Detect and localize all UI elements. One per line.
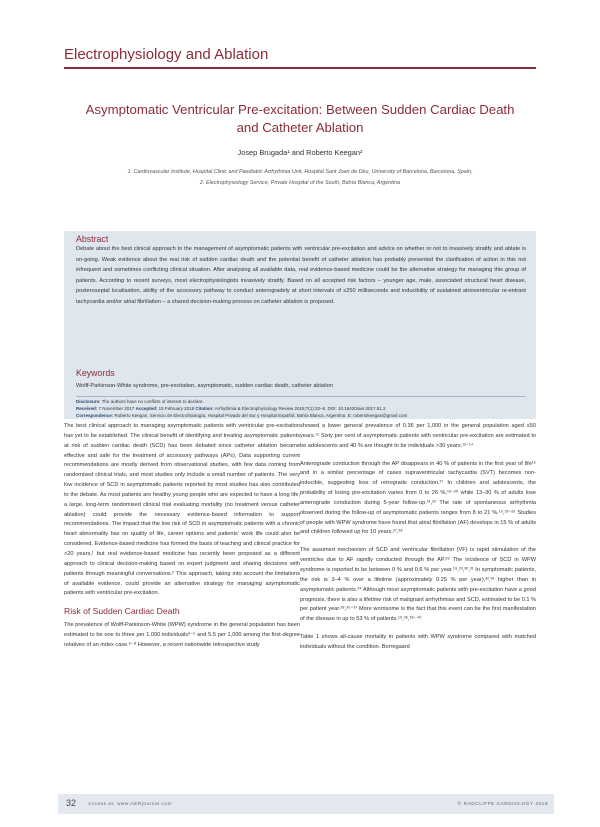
page-number: 32	[66, 798, 77, 808]
body-paragraph: The prevalence of Wolff-Parkinson-White (WPW) syndrome in the general population has been estimated to be one to three per 1,000 individuals³⁻⁵ and 5.5 per 1,000 among the first-degree relatives of an index case.⁶⁻⁸ However, a recent nationwide retrospective study	[64, 622, 300, 648]
affiliations	[70, 167, 530, 189]
accepted-date: 15 February 2018	[158, 406, 195, 411]
subheading-risk-scd: Risk of Sudden Cardiac Death	[64, 606, 180, 617]
body-paragraph: showed a lower general prevalence of 0.36 per 1,000 in the general population aged ≤50 years.¹¹ Sixty per cent of asymptomatic patients with ventricular pre-excitation are estimated to be adolescents and 40 % are thought to be individuals >30 years.¹²⁻¹⁴	[300, 423, 536, 449]
meta-divider	[76, 396, 526, 397]
abstract-heading: Abstract	[76, 234, 109, 244]
abstract-text: Debate about the best clinical approach to the management of asymptomatic patients with ventricular pre-excitation and advice on whether or not to invasively stratify and ablate is on-going. Weak evidence about the real risk of sudden cardiac death and the potential benefit of catheter ablation has probably prevented the clarification of action in this not infrequent and sometimes conflicting clinical situation. After analysing all available data, real evidence-based medicine could be the alternative strategy for managing this group of patients. According to recent surveys, most electrophysiologists invasively stratify. Based on all accepted risk factors – younger age, male, associated structural heart disease, posteroseptal localisation, ability of the accessory pathway to conduct anterogradely at short intervals of ≤250 milliseconds and inducibility of sustained atrioventricular re-entrant tachycardia and/or atrial fibrillation – a shared decision-making process on catheter ablation is proposed.	[76, 246, 526, 305]
body-paragraph: Anterograde conduction through the AP disappears in 40 % of patients in the first year of life¹⁵ and in a similar percentage of cases supraventricular tachycardia (SVT) becomes non-inducible, suggesting loss of retrograde conduction.¹⁷ In children and adolescents, the probability of losing pre-excitation varies from 0 to 26 %,¹⁸⁻²⁰ while 13–30 % of adults lose anterograde conduction during 5-year follow-up.²¹,²² The rate of spontaneous arrhythmia observed during the follow-up of asymptomatic patients ranges from 8 to 21 %.¹⁹,²³⁻²⁶ Studies of people with WPW syndrome have found that atrial fibrillation (AF) develops in 15 % of adults and children followed up for 10 years.²⁷,²⁸	[300, 460, 536, 536]
body-paragraph: The best clinical approach to managing asymptomatic patients with ventricular pre-excitation has yet to be established. The clinical benefit of identifying and treating asymptomatic patients at risk of sudden cardiac death (SCD) has been debated since catheter ablation became effective and safe for the treatment of accessory pathways (APs). Data supporting current recommendations are mostly derived from observational studies, with few data coming from randomised clinical trials, and most studies only include a small number of patients. The very low incidence of SCD in asymptomatic patients reported by most studies has also contributed to the debate. As most patients are healthy young people who are expected to have a long life, a large, long-term randomised clinical trial evaluating mortality (no treatment versus catheter ablation) could provide the necessary evidence-based information to support recommendations. The impact that the low risk of SCD in asymptomatic patients with a chronic heart abnormality has on quality of life, career options and patients' work life could also be considered. Evidence-based medicine has formed the basis of teaching and clinical practice for >20 years,¹ but real evidence-based medicine has recently been proposed as a different approach to clinical decision-making based on expert judgment and sharing decisions with patients through meaningful conversations.² This approach, taking into account the limitations of available evidence, could provide an alternative strategy for managing asymptomatic patients with ventricular pre-excitation.	[64, 423, 300, 597]
received-label: Received:	[76, 406, 98, 411]
received-date: 7 November 2017	[98, 406, 135, 411]
body-right-column	[300, 422, 536, 661]
body-paragraph: The assumed mechanism of SCD and ventricular fibrillation (VF) is rapid stimulation of the ventricles due to AF rapidly conducted through the AP.²⁹ The incidence of SCD in WPW syndrome is reported to be between 0 % and 0.6 % per year.¹⁹,²³,³⁰,³¹ In symptomatic patients, the risk is 3–4 % over a lifetime (approximately 0.25 % per year),³²,³³ higher than in asymptomatic patients.³⁴ Although most asymptomatic patients with pre-excitation have a good prognosis, there is also a lifetime risk of malignant arrhythmias and SCD, estimated to be 0.1 % per patient year.²⁸,³⁵⁻³⁷ More worrisome is the fact that this event can be the first manifestation of the disease in up to 53 % of patients.¹⁹,³⁶,³⁸⁻⁴⁰	[300, 547, 536, 623]
disclosure-label: Disclosure:	[76, 399, 101, 404]
article-title: Asymptomatic Ventricular Pre-excitation: Between Sudden Cardiac Death and Catheter Ablation	[85, 102, 515, 135]
body-left-column	[64, 422, 300, 659]
correspondence-line	[76, 412, 526, 419]
citation-label: Citation:	[195, 406, 214, 411]
section-divider	[64, 67, 536, 69]
article-authors: Josep Brugada¹ and Roberto Keegan²	[237, 148, 363, 157]
keywords-text: Wolff-Parkinson-White syndrome, pre-excitation, asymptomatic, sudden cardiac death, catheter ablation	[76, 383, 333, 389]
body-paragraph: Table 1 shows all-cause mortality in patients with WPW syndrome compared with matched individuals without the condition. Borregaard	[300, 634, 536, 650]
affiliation-1: 1. Cardiovascular Institute, Hospital Clinic and Paediatric Arrhythmia Unit, Hospital Sant Joan de Déu, University of Barcelona, Barcelona, Spain;	[127, 169, 473, 175]
correspondence-label: Correspondence:	[76, 413, 114, 418]
affiliation-2: 2. Electrophysiology Service, Private Hospital of the South, Bahía Blanca, Argentina	[200, 180, 400, 186]
citation-text: Arrhythmia & Electrophysiology Review 2018;7(1):32–8. DOI: 10.15420/aer.2017.51.2	[214, 406, 386, 411]
disclosure-line	[76, 398, 526, 405]
section-title: Electrophysiology and Ablation	[64, 46, 269, 63]
dates-line	[76, 405, 526, 412]
journal-url[interactable]: Access at: www.AERjournal.com	[88, 802, 173, 807]
disclosure-text: The authors have no conflicts of interest to declare.	[101, 399, 204, 404]
correspondence-text: Roberto Keegan, Servicio de Electrofisiología, Hospital Privado del Sur y Hospital Español, Bahía Blanca, Argentina. E: robertokeegan@gmail.com	[114, 413, 408, 418]
copyright: © RADCLIFFE CARDIOLOGY 2018	[457, 802, 548, 807]
accepted-label: Accepted:	[135, 406, 158, 411]
keywords-heading: Keywords	[76, 368, 115, 378]
